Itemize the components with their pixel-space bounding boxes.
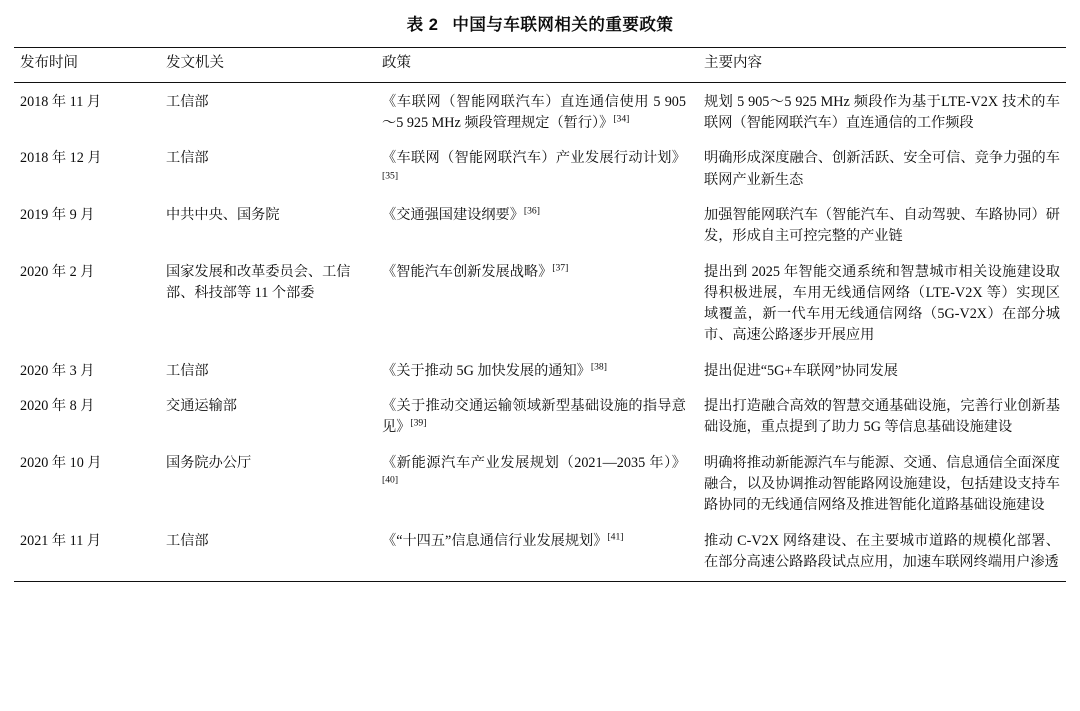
content-text: 明确形成深度融合、创新活跃、安全可信、竞争力强的车联网产业新生态 [704,150,1060,188]
table-title-text: 中国与车联网相关的重要政策 [452,16,674,34]
policy-reference-marker: [36] [523,205,540,217]
cell-date: 2020 年 3 月 [20,362,95,379]
cell-content [692,445,1066,523]
table-row [14,197,1066,254]
cell-date: 2019 年 9 月 [20,206,95,223]
policy-reference-marker: [41] [607,530,624,542]
content-text: 加强智能网联汽车（智能汽车、自动驾驶、车路协同）研发，形成自主可控完整的产业链 [704,206,1060,245]
policy-name: 《新能源汽车产业发展规划（2021—2035 年）》 [382,454,686,471]
table-row [14,82,1066,140]
cell-policy [376,140,692,197]
cell-agency: 工信部 [166,93,209,110]
policy-name: 《车联网（智能网联汽车）产业发展行动计划》 [382,150,686,167]
cell-policy [376,445,692,523]
content-text: 提出促进“5G+车联网”协同发展 [704,362,898,379]
table-row [14,254,1066,353]
content-text: 推动 C-V2X 网络建设、在主要城市道路的规模化部署、在部分高速公路路段试点应用，加速车联网终端用户渗透 [704,532,1060,570]
table-number: 表 2 [406,16,439,34]
cell-policy [376,388,692,445]
table-caption [14,11,1066,35]
content-text: 规划 5 905～5 925 MHz 频段作为基于LTE-V2X 技术的车联网（智能网联汽车）直连通信的工作频段 [704,93,1060,132]
cell-agency: 工信部 [166,150,209,167]
cell-content [692,353,1066,388]
policy-name: 《关于推动 5G 加快发展的通知》 [382,362,591,379]
cell-policy [376,254,692,353]
cell-content [692,523,1066,582]
policy-table [14,47,1066,581]
policy-reference-marker: [40] [382,474,399,486]
policy-name: 《智能汽车创新发展战略》 [382,263,553,280]
table-header [14,48,1066,83]
table-bottom-rule [14,581,1066,582]
cell-date: 2020 年 10 月 [20,454,102,471]
policy-reference-marker: [34] [613,113,630,125]
content-text: 提出打造融合高效的智慧交通基础设施，完善行业创新基础设施，重点提到了助力 5G 等信息基础设施建设 [704,398,1060,436]
cell-agency: 国家发展和改革委员会、工信部、科技部等 11 个部委 [166,263,351,301]
table-row [14,523,1066,582]
content-text: 提出到 2025 年智能交通系统和智慧城市相关设施建设取得积极进展，车用无线通信网络（LTE-V2X 等）实现区域覆盖，新一代车用无线通信网络（5G-V2X）在部分城市、高速公路逐步开展应用 [704,263,1060,344]
cell-agency: 工信部 [166,362,209,379]
cell-policy [376,523,692,582]
cell-content [692,254,1066,353]
cell-content [692,82,1066,140]
cell-policy [376,197,692,254]
table-row [14,140,1066,197]
cell-agency: 中共中央、国务院 [166,206,280,223]
cell-date: 2018 年 11 月 [20,93,102,110]
table-row [14,445,1066,523]
policy-reference-marker: [37] [552,261,569,273]
policy-name: 《关于推动交通运输领域新型基础设施的指导意见》 [382,398,686,436]
policy-name: 《“十四五”信息通信行业发展规划》 [382,532,608,549]
table-body [14,82,1066,581]
cell-date: 2020 年 2 月 [20,263,95,280]
table-row [14,353,1066,388]
cell-content [692,197,1066,254]
table-header-row [14,48,1066,83]
cell-agency: 国务院办公厅 [166,454,252,471]
cell-policy [376,353,692,388]
content-text: 明确将推动新能源汽车与能源、交通、信息通信全面深度融合，以及协调推动智能路网设施建设，包括建设支持车路协同的无线通信网络及推进智能化道路基础设施建设 [704,454,1060,514]
cell-date: 2020 年 8 月 [20,398,95,415]
column-header-agency: 发文机关 [160,48,376,83]
policy-reference-marker: [39] [410,417,427,429]
cell-content [692,388,1066,445]
cell-content [692,140,1066,197]
cell-date: 2021 年 11 月 [20,532,102,549]
policy-name: 《交通强国建设纲要》 [382,206,524,223]
cell-agency: 交通运输部 [166,398,237,415]
policy-reference-marker: [35] [382,169,399,181]
column-header-date: 发布时间 [14,48,160,83]
column-header-policy: 政策 [376,48,692,83]
cell-agency: 工信部 [166,532,209,549]
column-header-content: 主要内容 [692,48,1066,83]
table-row [14,388,1066,445]
cell-date: 2018 年 12 月 [20,150,102,167]
policy-name: 《车联网（智能网联汽车）直连通信使用 5 905～5 925 MHz 频段管理规定（暂行）》 [382,93,686,132]
cell-policy [376,82,692,140]
policy-reference-marker: [38] [590,360,607,372]
